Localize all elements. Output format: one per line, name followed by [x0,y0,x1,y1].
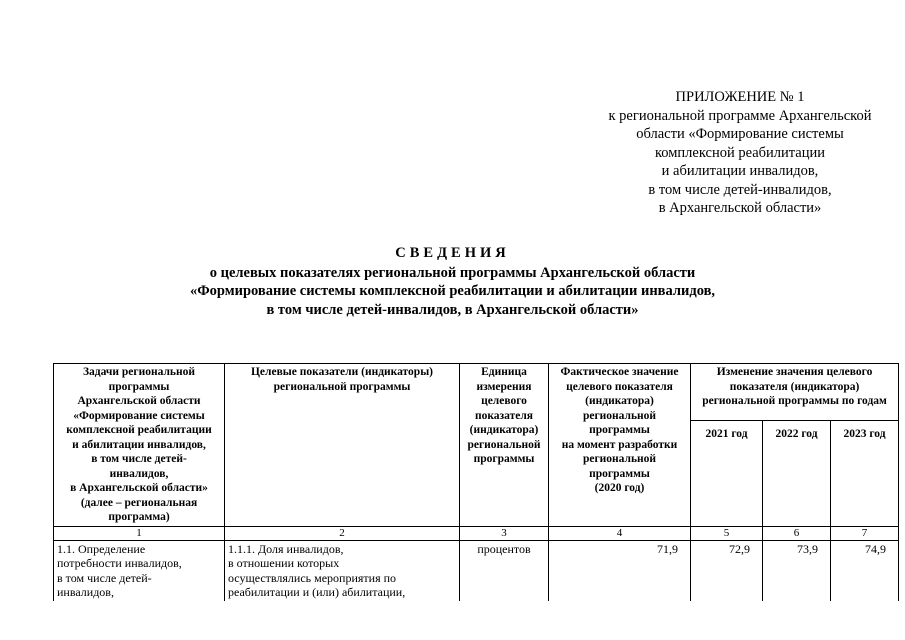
column-number: 4 [549,526,691,540]
task-cell: 1.1. Определение потребности инвалидов, в том числе детей- инвалидов, [54,540,225,601]
header-change-by-year: Изменение значения целевого показателя (индикатора) региональной программы по годам [691,364,899,421]
document-heading [120,244,785,319]
column-number-row [54,526,899,540]
value-2021-cell: 72,9 [691,540,763,601]
header-actual-value: Фактическое значение целевого показателя (индикатора) региональной программы на момент разработки региональной программы (2020 год) [549,364,691,527]
column-number: 2 [225,526,460,540]
column-number: 6 [763,526,831,540]
header-unit: Единица измерения целевого показателя (индикатора) региональной программы [460,364,549,527]
appendix-line: в Архангельской области» [658,200,822,216]
header-year-2021: 2021 год [691,420,763,526]
header-indicators: Целевые показатели (индикаторы) региональной программы [225,364,460,527]
value-2022-cell: 73,9 [763,540,831,601]
indicators-table [53,363,899,601]
column-number: 1 [54,526,225,540]
column-number: 5 [691,526,763,540]
heading-caption: СВЕДЕНИЯ [395,245,510,261]
heading-line: в том числе детей-инвалидов, в Архангельской области» [266,301,639,318]
header-tasks: Задачи региональной программы Архангельской области «Формирование системы комплексной реабилитации и абилитации инвалидов, в том числе детей- инвалидов, в Архангельской области» (далее – региональная программа) [54,364,225,527]
heading-line: «Формирование системы комплексной реабилитации и абилитации инвалидов, [189,283,716,299]
appendix-block [600,88,880,218]
heading-line: о целевых показателях региональной программы Архангельской области [209,264,696,281]
unit-cell: процентов [460,540,549,601]
header-year-2022: 2022 год [763,420,831,526]
value-2023-cell: 74,9 [831,540,899,601]
appendix-line: в том числе детей-инвалидов, [648,181,832,198]
appendix-line: к региональной программе Архангельской [608,107,872,124]
appendix-line: комплексной реабилитации [654,144,826,161]
appendix-title: ПРИЛОЖЕНИЕ № 1 [675,89,805,105]
actual-value-cell: 71,9 [549,540,691,601]
header-year-2023: 2023 год [831,420,899,526]
appendix-line: области «Формирование системы [636,126,844,142]
appendix-line: и абилитации инвалидов, [661,163,819,179]
column-number: 7 [831,526,899,540]
table-row [54,540,899,601]
indicator-cell: 1.1.1. Доля инвалидов, в отношении которых осуществлялись мероприятия по реабилитации и (или) абилитации, [225,540,460,601]
column-number: 3 [460,526,549,540]
